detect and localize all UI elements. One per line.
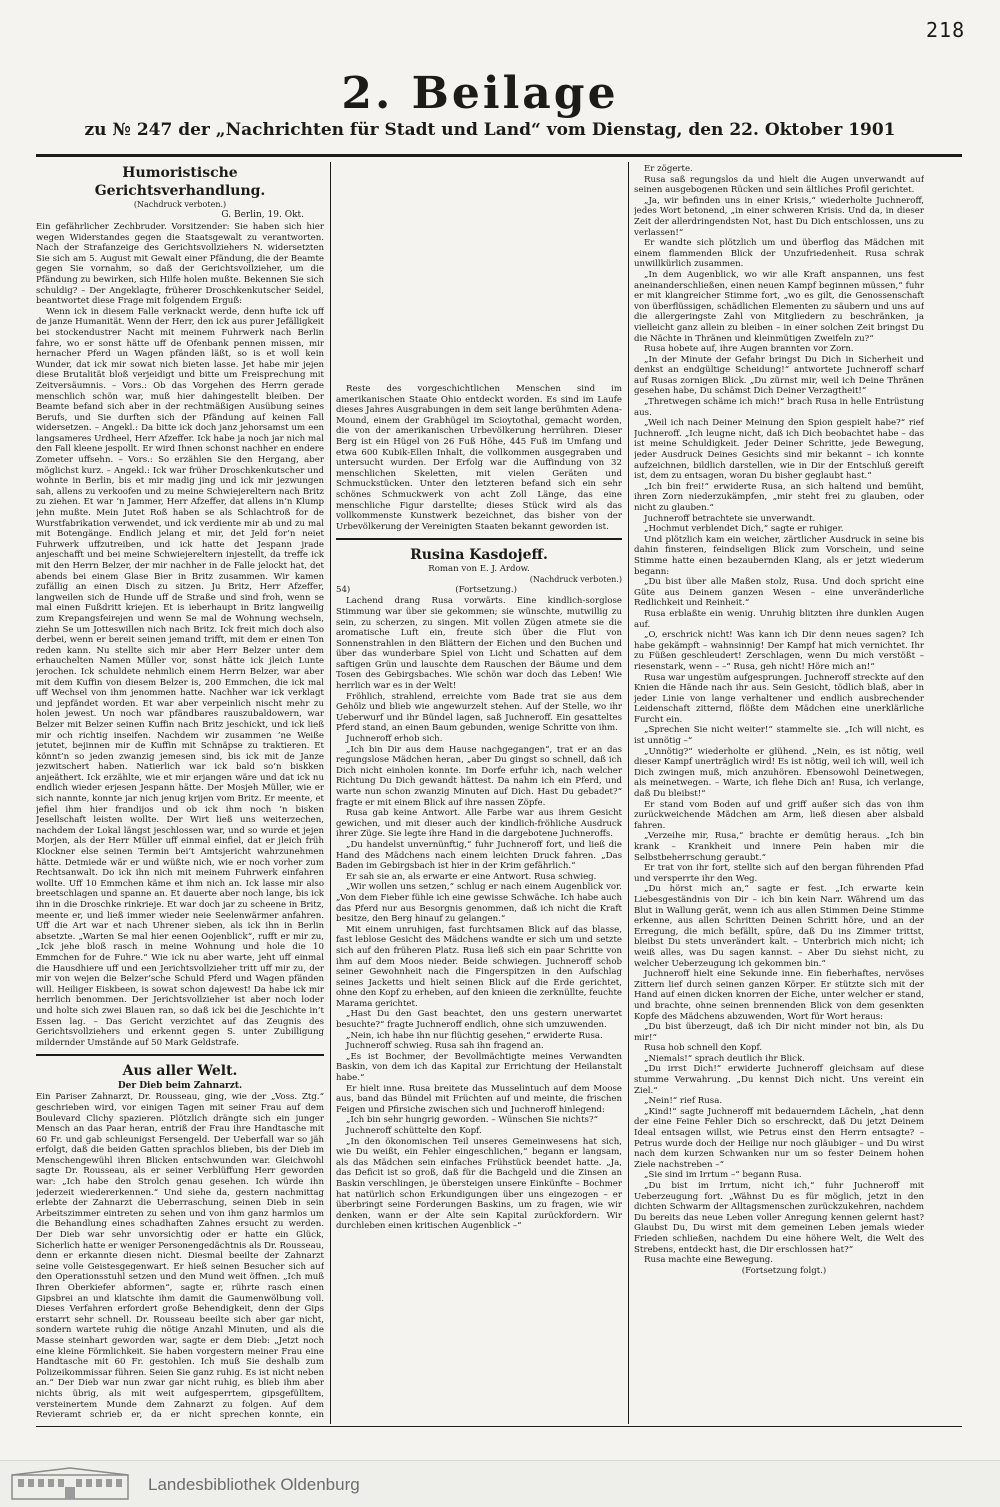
novel-title: Rusina Kasdojeff. — [410, 547, 548, 564]
section-divider — [336, 538, 622, 540]
paragraph: „Nein!“ rief Rusa. — [644, 1096, 723, 1107]
paragraph: „Du hörst mich an,“ sagte er fest. „Ich erwarte kein Liebesgeständnis von Dir – ich bin kein Narr. Während um das Blut in Wallung gerät, wenn ich aus allen Stimmen Deine Stimme erkenne, aus allen Schritten Deinen Schritt höre, und an der Erregung, die mich befällt, spüre, daß Du ins Zimmer trittst, bleibst Du stets unverändert kalt. – Unterbrich mich nicht; ich weiß alles, was Du sagen kannst. – Aber Du siehst nicht, zu welcher Ueberzeugung ich gekommen bin.“ — [634, 884, 924, 969]
paragraph: „Thretwegen schäme ich mich!“ brach Rusa in helle Entrüstung aus. — [634, 397, 924, 418]
supplement-title: 2. Beilage — [341, 68, 619, 119]
paragraph: „Niemals!“ sprach deutlich ihr Blick. — [644, 1053, 805, 1064]
bottom-rule — [36, 1426, 962, 1427]
paragraph: „Du bist über alle Maßen stolz, Rusa. Und doch spricht eine Güte aus Deinem ganzen Wesen – eine unveränderliche Redlichkeit und Reinheit.“ — [634, 577, 924, 609]
paragraph: Juchneroff schüttelte den Kopf. — [346, 1126, 482, 1136]
paragraph: Er sah sie an, als erwarte er eine Antwort. Rusa schwieg. — [346, 871, 597, 882]
paragraph: „Sie sind im Irrtum –“ begann Rusa. — [644, 1170, 802, 1181]
paragraph: Rusa machte eine Bewegung. — [644, 1255, 773, 1266]
paragraph: „Weil ich nach Deiner Meinung den Spion gespielt habe?“ rief Juchneroff. „Ich leugne nicht, daß ich Dich beobachtet habe – das ist meine Schuldigkeit. Jeder Deiner Schritte, jede Bewegung, jeder Ausdruck Deines Gesichts sind mir bekannt – ich konnte aufzeichnen, bildlich darstellen, wie in Dir der Entschluß gereift ist, dem zu entsagen, woran Du bisher geglaubt hast.“ — [634, 418, 924, 482]
paragraph: Er zögerte. — [644, 164, 693, 174]
paragraph: Juchneroff schwieg. Rusa sah ihn fragend an. — [346, 1041, 544, 1052]
paragraph: „Du handelst unvernünftig,“ fuhr Juchneroff fort, und ließ die Hand des Mädchens nach einem leichten Druck fahren. „Das Baden im Gebirgsbach ist hier in der Krim gefährlich.“ — [336, 839, 622, 872]
paragraph: Juchneroff erhob sich. — [346, 734, 443, 745]
paragraph: „In dem Augenblick, wo wir alle Kraft anspannen, uns fest aneinanderschließen, einen neuen Kampf beginnen müssen,“ fuhr er mit klangreicher Stimme fort, „wo es gilt, die Genossenschaft von überflüssigen, schädlichen Elementen zu säubern und uns auf die allergeringste Zahl von Mitgliedern zu beschränken, ja vielleicht ganz allein zu bleiben – in einer solchen Zeit bringst Du die Nächte in Thränen und kleinmütigen Zweifeln zu?“ — [634, 269, 924, 344]
paragraph: „Nein, ich habe ihn nur flüchtig gesehen,“ erwiderte Rusa. — [346, 1030, 603, 1041]
library-name[interactable]: Landesbibliothek Oldenburg — [148, 1475, 360, 1494]
paragraph: „In der Minute der Gefahr bringst Du Dich in Sicherheit und denkst an endgültige Scheidung!“ antwortete Juchneroff scharf auf Rusas zornigen Blick. „Du zürnst mir, weil ich Deine Thränen gesehen habe, Du schämst Dich Deiner Verzagtheit!“ — [634, 354, 924, 397]
paragraph: Ein gefährlicher Zechbruder. Vorsitzender: Sie haben sich hier wegen Widerstandes gegen die Staatsgewalt zu verantworten. Nach der Strafanzeige des Gerichtsvollziehers N. widersetzten Sie sich am 5. August mit Gewalt einer Pfändung, die der Beamte gegen Sie vornahm, so daß der Gerichtsvollzieher, um die Pfändung zu bewirken, sich Hilfe holen mußte. Bekennen Sie sich schuldig? – Der Angeklagte, früherer Droschkenkutscher Seidel, beantwortet diese Frage mit folgendem Erguß: — [36, 222, 324, 307]
paragraph: Er trat von ihr fort, stellte sich auf den bergan führenden Pfad und versperrte ihr den Weg. — [634, 863, 924, 884]
paragraph: Wenn ick in diesem Falle verknackt werde, denn hufte ick uff de janze Humanität. Wenn der Herr, den ick aus purer Jefälligkeit bei stockendustrer Nacht mit meinem Fuhrwerk nach Berlin fahre, wo er sonst hätte uff de Ofenbank pennen missen, mir hernacher Pferd un Wagen pfänden läßt, so is et woll kein Wunder, dat ick mir sowat nich bieten lasse. Jet habe mir jejen diese Brutalität bloß verjeidigt und bitte um Freisprechung mit Zeitversäumnis. – Vors.: Ob das Vorgehen des Herrn gerade menschlich schön war, muß hier dahingestellt bleiben. Der Beamte befand sich aber in der rechtmäßigen Ausübung seines Berufs, und Sie durften sich der Pfändung auf keinen Fall widersetzen. – Angekl.: Da bitte ick doch janz jehorsamst um een langsameres Urdheel, Herr Afzeffer. Ick habe ja noch jar nich mal den Fall kleene jespollt. Er wird Ihnen schonst nachher en endere Zometer uffsehn. – Vors.: So erzählen Sie den Hergang, aber möglichst kurz. – Angekl.: Ick war früher Droschkenkutscher und wohnte in Berlin, bis et mir madig jing und ick mir jezwungen sah, allens zu verkoofen und zu meine Schwiejereltern nach Britz zu ziehen. Et war ’n Jammer, Herr Afzeffer, dat allens in’n Klump jehn mußte. Mein Jutet Roß haben se als Schlachtroß for de Wurstfabrikation verwendet, und ick verdiente mir ab und zu mal mit Botengänge. Endlich jelang et mir, det Jeld for’n neiet Fuhrwerk uffzutreiben, und ick hatte det Jespann jrade anjeschafft und bei meine Schwiejereltern injestellt, da treffe ick mit den Herrn Belzer, der mir nachher in de Falle jelockt hat, det abends bei einem Glase Bier in Britz zusammen. Wir kamen zufällig an einen Disch zu sitzen. Ju Britz, Herr Afzeffer, langweilen sich de Hunde uff de Straße und sind froh, wenn se mal einen Fußdritt kriejen. Et is ieberhaupt in Britz langweilig zum Krepangsfeirejen und wenn Se mal de Wohnung wechseln, ziehn Se um Jotteswillen nich nach Britz. Ick freit mich doch also derbei, wenn er bereit seinen jemand trifft, mit dem er einen Ton reden kann. Nu stellte sich mir aber Herr Belzer unter dem erhauchelten Namen Müller vor, sonst hätte ick jleich Lunte jerochen. Ick schuldete nehmlich einem Herrn Belzer, war aber mit dem Kuffin von diesem Belzer is, 200 Emmchen, die ick mal uff Wechsel von ihm jenommen hatte. Nachher war ick verklagt und jepfändet worden. Et war aber verpeinlich nischt mehr zu holen jewest. Un noch war pfändbares rauszubaldowern, war Belzer mit Belzer seinen Kuffin nach Britz jeschickt, und ick ließ mir och richtig inseifen. Nachdem wir zusammen ’ne Weiße jetutet, bejinnen mir de Kuffin mit Schnäpse zu traktieren. Et könnt’n so jeden zwanzig jemesen sind, bis ick mit de Janze jezwitschert haben. Natierlich war ick bald so’n biskken anjeäthert. Ick erzählte, wie et mir erjangen wäre und dat ick nu endlich wieder erjesen Jespann hätte. Der Mosjeh Müller, wie er sich nannte, konnte jar nich jenug krijen vom Britz. Er meente, et jefiel ihm hier frandijos und ob ick ihm noch ’n bisken Jesellschaft leisten wollte. Der Wirt ließ uns weiterzechen, nachdem der Lokal längst jeschlossen war, und so wurde et jejen Morjen, als der Herr Müller uff einmal einfiel, dat er jleich früh Klockner else seinen Termin bei’t Amtsjericht wahrzunehmen hätte. Detmiede wär er und wüßte nich, wie er noch vorher zum Rechtsanwalt. Do ick ihn nich mit meinem Fuhrwerk einfahren wollte. Uff 10 Emmchen käme et ihm nich an. Ick lasse mir also breetschlagen und spanne an. Et dauerte aber noch lange, bis ick ihn in die Droschke rinkrieje. Et war doch jar zu scheene in Britz, meente er, und ließ immer wieder neie Seelenwärmer anfahren. Uff die Art war et nach Uhrener sieben, als ick ihn in Berlin absetzte. „Warten Se mal hier eenen Oojenblick“, rufft er mir zu, „Ick jehe bloß rasch in meine Wohnung und hole die 10 Emmchen for de Fuhre.“ Wie ick nu aber warte, jeht uff einmal die Hausdhiere uff und een Jerichtsvollzieher tritt uff mir zu, der mir von wejen die Belzer’sche Schuld Pferd und Wagen pfänden will. Heiliger Eiskbeen, is sowat schon dajewest! Da habe ick mir herrlich benommen. Der Jerichtsvollzieher ist aber noch loder und holte sich zwei Blauen ran, so daß ick bei die Jeschichte in’t Essen lag. – Das Gericht verzichtet auf das Zeugnis des Gerichtsvollziehers und erkennt gegen S. unter Zubilligung mildernder Umstände auf 50 Mark Geldstrafe. — [36, 306, 324, 1048]
paragraph: „Ich bin frei!“ erwiderte Rusa, an sich haltend und bemüht, ihren Zorn niederzukämpfen, „mir steht frei zu glauben, oder nicht zu glauben.“ — [634, 481, 924, 513]
paragraph: „Sprechen Sie nicht weiter!“ stammelte sie. „Ich will nicht, es ist unnötig –“ — [634, 725, 924, 747]
reprint-note: (Nachdruck verboten.) — [529, 575, 622, 585]
column-1 — [36, 164, 324, 1420]
library-building-icon — [10, 1467, 130, 1501]
paragraph: Er wandte sich plötzlich um und überflog das Mädchen mit einem flammenden Blick der Unzufriedenheit. Rusa schrak unwillkürlich zusammen. — [634, 238, 924, 270]
section-divider — [36, 1054, 324, 1056]
paragraph: „Ich bin sehr hungrig geworden. – Wünschen Sie nichts?“ — [346, 1115, 598, 1126]
paragraph: Und plötzlich kam ein weicher, zärtlicher Ausdruck in seine bis dahin finsteren, feindseligen Blick zum Vorschein, und seine Stimme hatte einen bezaubernden Klang, als er jetzt wiederum begann: — [634, 534, 924, 577]
masthead-rule — [36, 154, 962, 157]
paragraph: „Du bist überzeugt, daß ich Dir nicht minder not bin, als Du mir!“ — [634, 1022, 924, 1043]
paragraph: Rusa war ungestüm aufgesprungen. Juchneroff streckte auf den Knien die Hände nach ihr aus. Sein Gesicht, tödlich blaß, aber in jeder Linie von lange verhaltener und endlich ausbrechender Leidenschaft zitternd, flößte dem Mädchen eine unerklärliche Furcht ein. — [634, 672, 924, 725]
paragraph: „Wir wollen uns setzen,“ schlug er nach einem Augenblick vor. „Von dem Fieber fühle ich eine gewisse Schwäche. Ich habe auch das Pferd nur aus Besorgnis genommen, daß ich nicht die Kraft besitze, den Berg hinauf zu gelangen.“ — [336, 882, 622, 925]
paragraph: „Du bist im Irrtum, nicht ich,“ fuhr Juchneroff mit Ueberzeugung fort. „Wähnst Du es für möglich, jetzt in den dichten Schwarm der Alltagsmenschen zurückzukehren, nachdem Du bereits das neue Leben voller Anregung kennen gelernt hast? Glaubst Du, Du wirst mit dem gemeinen Leben jemals wieder Frieden schließen, nachdem Du eine höhere Welt, die Welt des Strebens, entdeckt hast, die Dir erschlossen hat?“ — [634, 1181, 924, 1255]
page-number: 218 — [926, 18, 966, 42]
paragraph: „In den ökonomischen Teil unseres Gemeinwesens hat sich, wie Du weißt, ein Fehler eingeschlichen,“ begann er langsam, als das Mädchen sein einfaches Frühstück beendet hatte. „Ja, das Deficit ist so groß, daß für die Bachgeld und die Zinsen an Baskin verschlingen, je übersteigen unsere Einkünfte – Bochmer hat natürlich schon Erkundigungen über uns eingezogen – er überbringt seine Forderungen Baskins, um zu fragen, wie wir denken, wann er der Alte sein Kapital zurückfordern. Wir durchleben einen kritischen Augenblick –“ — [336, 1136, 622, 1232]
paragraph: Er stand vom Boden auf und griff außer sich das von ihm zurückweichende Mädchen am Arm, ließ diesen aber alsbald fahren. — [634, 799, 924, 831]
library-footer — [0, 1460, 1000, 1507]
paragraph: Lachend drang Rusa vorwärts. Eine kindlich-sorglose Stimmung war über sie gekommen; sie wünschte, mutwillig zu sein, zu scherzen, zu singen. Mit vollen Zügen atmete sie die aromatische Luft ein, freute sich über die Flut von Sonnenstrahlen in den Blättern der Eichen und den Buchen und über das wunderbare Spiel von Licht und Schatten auf dem saftigen Grün und lauschte dem Rauschen der Bäume und dem Tosen des Gebirgsbaches. Wie schön war doch das Leben! Wie herrlich war es in der Welt! — [336, 596, 622, 692]
paragraph: „Ja, wir befinden uns in einer Krisis,“ wiederholte Juchneroff, jedes Wort betonend, „in einer schweren Krisis. Und da, in dieser Zeit der allerdringendsten Not, hast Du Dich entschlossen, uns zu verlassen!“ — [634, 195, 924, 238]
paragraph: Er hielt inne. Rusa breitete das Musselintuch auf dem Moose aus, band das Bündel mit Früchten auf und meinte, die frischen Feigen und Pfirsiche zwischen sich und Juchneroff hinlegend: — [336, 1083, 622, 1115]
paragraph: „O, erschrick nicht! Was kann ich Dir denn neues sagen? Ich habe gekämpft – wahnsinnig! Der Kampf hat mich vernichtet. Ihr zu Füßen geschleudert! Zerschlagen, wenn Du mich verstößt – riesenstark, wenn – –“ Rusa, geh nicht! Höre mich an!“ — [634, 630, 924, 672]
paragraph: „Kind!“ sagte Juchneroff mit bedauerndem Lächeln, „hat denn der eine Feine Fehler Dich so erschreckt, daß Du jetzt Deinem Ideal entsagen willst, wie Petrus einst den Herrn entsagte? – Petrus wurde doch der Heilige nur noch gläubiger – und Du wirst nach dem kurzen Schwanken nur um so fester Deinem hohen Ziele nachstreben –“ — [634, 1106, 924, 1170]
article-title: Humoristische Gerichtsverhandlung. — [94, 165, 266, 199]
paragraph: Rusa saß regungslos da und hielt die Augen unverwandt auf seinen ausgebogenen Rücken und sein ältliches Profil gerichtet. — [634, 174, 924, 196]
reprint-note: (Nachdruck verboten.) — [133, 200, 227, 209]
paragraph: Juchneroff betrachtete sie unverwandt. — [644, 513, 816, 524]
paragraph: Mit einem unruhigen, fast furchtsamen Blick auf das blasse, fast leblose Gesicht des Mädchens wandte er sich um und setzte sich auf den früheren Platz. Rusa ließ sich ein paar Schritte von ihm auf dem Moos nieder. Beide schwiegen. Juchneroff schob seiner Gewohnheit nach die Fingerspitzen in den Aufschlag seines Jacketts und hielt seinen Blick auf die Erde gerichtet, ohne den Kopf zu erheben, auf den knieen die zerknüllte, feuchte Marama gerichtet. — [336, 924, 622, 1009]
to-be-continued-note: (Fortsetzung folgt.) — [741, 1265, 827, 1276]
column-3 — [634, 164, 924, 1420]
paragraph: „Verzeihe mir, Rusa,“ brachte er demütig heraus. „Ich bin krank – Krankheit und innere Pein haben mir die Selbstbeherrschung geraubt.“ — [634, 831, 924, 863]
section-title: Aus aller Welt. — [122, 1063, 238, 1080]
paragraph: Rusa hobete auf, ihre Augen brannten vor Zorn. — [644, 344, 854, 355]
paragraph: „Es ist Bochmer, der Bevollmächtigte meines Verwandten Baskin, von dem ich das Kapital zur Errichtung der Heilanstalt habe.“ — [336, 1051, 622, 1084]
column-2 — [336, 164, 622, 1420]
column-divider-1 — [330, 162, 331, 1424]
paragraph: Ein Pariser Zahnarzt, Dr. Rousseau, ging, wie der „Voss. Ztg.“ geschrieben wird, vor einigen Tagen mit seiner Frau auf dem Boulevard Clichy spazieren. Plötzlich drängte sich ein junger Mensch an das Paar heran, entriß der Frau ihre Handtasche mit 60 Fr. und gab schleunigst Fersengeld. Der Ueberfall war so jäh erfolgt, daß die beiden Gatten sprachlos blieben, bis der Dieb im Menschengewühl ihren Blicken entschwunden war. Gleichwohl sagte Dr. Rousseau, als er seiner Verblüffung Herr geworden war: „Ich habe den Strolch genau gesehen. Ich würde ihn jederzeit wiedererkennen.“ Und siehe da, gestern nachmittag erlebte der Zahnarzt die Ueberraschung, seinen Dieb in sein Arbeitszimmer eintreten zu sehen und von ihm ganz harmlos um die Behandlung eines schadhaften Zahnes ersucht zu werden. Der Dieb war sehr unvorsichtig oder er hatte ein Glück, Sicherlich hatte er weniger Personengedächtnis als Dr. Rousseau, denn er erkannte diesen nicht. Diesmal beeilte der Zahnarzt seine volle Geistesgegenwart. Er hieß seinen Besucher sich auf den Operationsstuhl setzen und den Mund weit öffnen. „Ich muß Ihren Oberkiefer abformen“, sagte er, rührte rasch einen Gipsbrei an und klatschte ihm damit die Gaumenwölbung voll. Dieses Verfahren erfordert große Behendigkeit, denn der Gips erstarrt sehr schnell. Dr. Rousseau beeilte sich aber gar nicht, sondern wartete ruhig die nötige Anzahl Minuten, und als die Masse steinhart geworden war, sagte er dem Dieb: „Jetzt noch eine kleine Förmlichkeit. Sie haben vorgestern meiner Frau eine Handtasche mit 60 Fr. gestohlen. Ich muß Sie deshalb zum Polizeikommissar führen. Seien Sie ganz ruhig. Es ist nicht neben an.“ Der Dieb war nun zwar gar nicht ruhig, es blieb ihm aber nichts übrig, als mit weit aufgesperrtem, gipsgefülltem, versteinertem Munde dem Zahnarzt zu folgen. Auf dem Revieramt schrieb er, da er nicht sprechen konnte, ein — [36, 1092, 324, 1420]
paragraph: Juchneroff hielt eine Sekunde inne. Ein fieberhaftes, nervöses Zittern lief durch seinen ganzen Körper. Er stützte sich mit der Hand auf einen dicken knorren der Eiche, unter welcher er stand, und brachte, ohne seinen brennenden Blick von dem gesenkten Kopfe des Mädchens abzuwenden, Wort für Wort heraus: — [634, 969, 924, 1022]
dateline: G. Berlin, 19. Okt. — [221, 210, 304, 220]
paragraph: Rusa gab keine Antwort. Alle Farbe war aus ihrem Gesicht gewichen, und mit dieser auch der kindlich-fröhliche Ausdruck ihrer Züge. Sie legte ihre Hand in die dargebotene Juchneroffs. — [336, 808, 622, 840]
supplement-subtitle: zu № 247 der „Nachrichten für Stadt und Land“ vom Dienstag, den 22. Oktober 1901 — [84, 120, 896, 140]
section-subtitle: Der Dieb beim Zahnarzt. — [117, 1081, 243, 1092]
paragraph: „Ich bin Dir aus dem Hause nachgegangen“, trat er an das regungslose Mädchen heran, „aber Du gingst so schnell, daß ich Dich nicht einholen konnte. Im Dorfe erfuhr ich, nach welcher Richtung Du Dich gewandt hättest. Da nahm ich ein Pferd, und warte nun schon zwanzig Minuten auf Dich. Hast Du gebadet?“ fragte er mit einem Blick auf ihre nassen Zöpfe. — [336, 744, 622, 808]
paragraph: Fröhlich, strahlend, erreichte vom Bade trat sie aus dem Gehölz und blieb wie angewurzelt stehen. Auf der Stelle, wo ihr Ueberwurf und ihr Bündel lagen, saß Juchneroff. Ein gesatteltes Pferd stand, an einen Baum gebunden, wenige Schritte von ihm. — [336, 691, 622, 734]
paragraph: „Hast Du den Gast beachtet, den uns gestern unerwartet besuchte?“ fragte Juchneroff endlich, ohne sich umzuwenden. — [336, 1009, 622, 1031]
paragraph: Rusa hob schnell den Kopf. — [644, 1043, 763, 1054]
paragraph: „Unnötig?“ wiederholte er glühend. „Nein, es ist nötig, weil dieser Kampf unerträglich wird! Es ist nötig, weil ich will, weil ich Dich zwingen muß, mich anzuhören. Ebensowohl Deinetwegen, als meinetwegen. – Warte, ich flehe Dich an! Rusa, ich verlange, daß Du bleibst!“ — [634, 746, 924, 800]
paragraph: „Du irrst Dich!“ erwiderte Juchneroff gleichsam auf diese stumme Verwahrung. „Du kennst Dich nicht. Uns vereint ein Ziel.“ — [634, 1064, 924, 1096]
paragraph: Reste des vorgeschichtlichen Menschen sind im amerikanischen Staate Ohio entdeckt worden. Es sind im Laufe dieses Jahres Ausgrabungen in dem seit lange berühmten Adena-Mound, einem der Grabhügel im Scioytothal, gemacht worden, die von der amerikanischen Urbevölkerung herrühren. Dieser Berg ist ein Hügel von 26 Fuß Höhe, 445 Fuß im Umfang und etwa 600 Kubik-Ellen Inhalt, die vollkommen ausgegraben und untersucht wurden. Der Erfolg war die Auffindung von 32 menschlichen Skeletten, mit vielen Geräten und Schmuckstücken. Unter den letzteren befand sich ein sehr schönes Schmuckwerk von acht Zoll Länge, das eine menschliche Figur darstellte; dieses Stück wird als das vollkommenste Kunstwerk bezeichnet, das bisher von der Urbevölkerung der Vereinigten Staaten bekannt geworden ist. — [336, 384, 622, 532]
paragraph: „Hochmut verblendet Dich,“ sagte er ruhiger. — [644, 524, 844, 535]
continuation-note: (Fortsetzung.) — [455, 585, 517, 596]
paragraph: Rusa erblaßte ein wenig. Unruhig blitzten ihre dunklen Augen auf. — [634, 608, 924, 630]
column-divider-2 — [628, 162, 629, 1424]
novel-author: Roman von E. J. Ardow. — [428, 564, 530, 575]
installment-number: 54) — [336, 585, 351, 596]
